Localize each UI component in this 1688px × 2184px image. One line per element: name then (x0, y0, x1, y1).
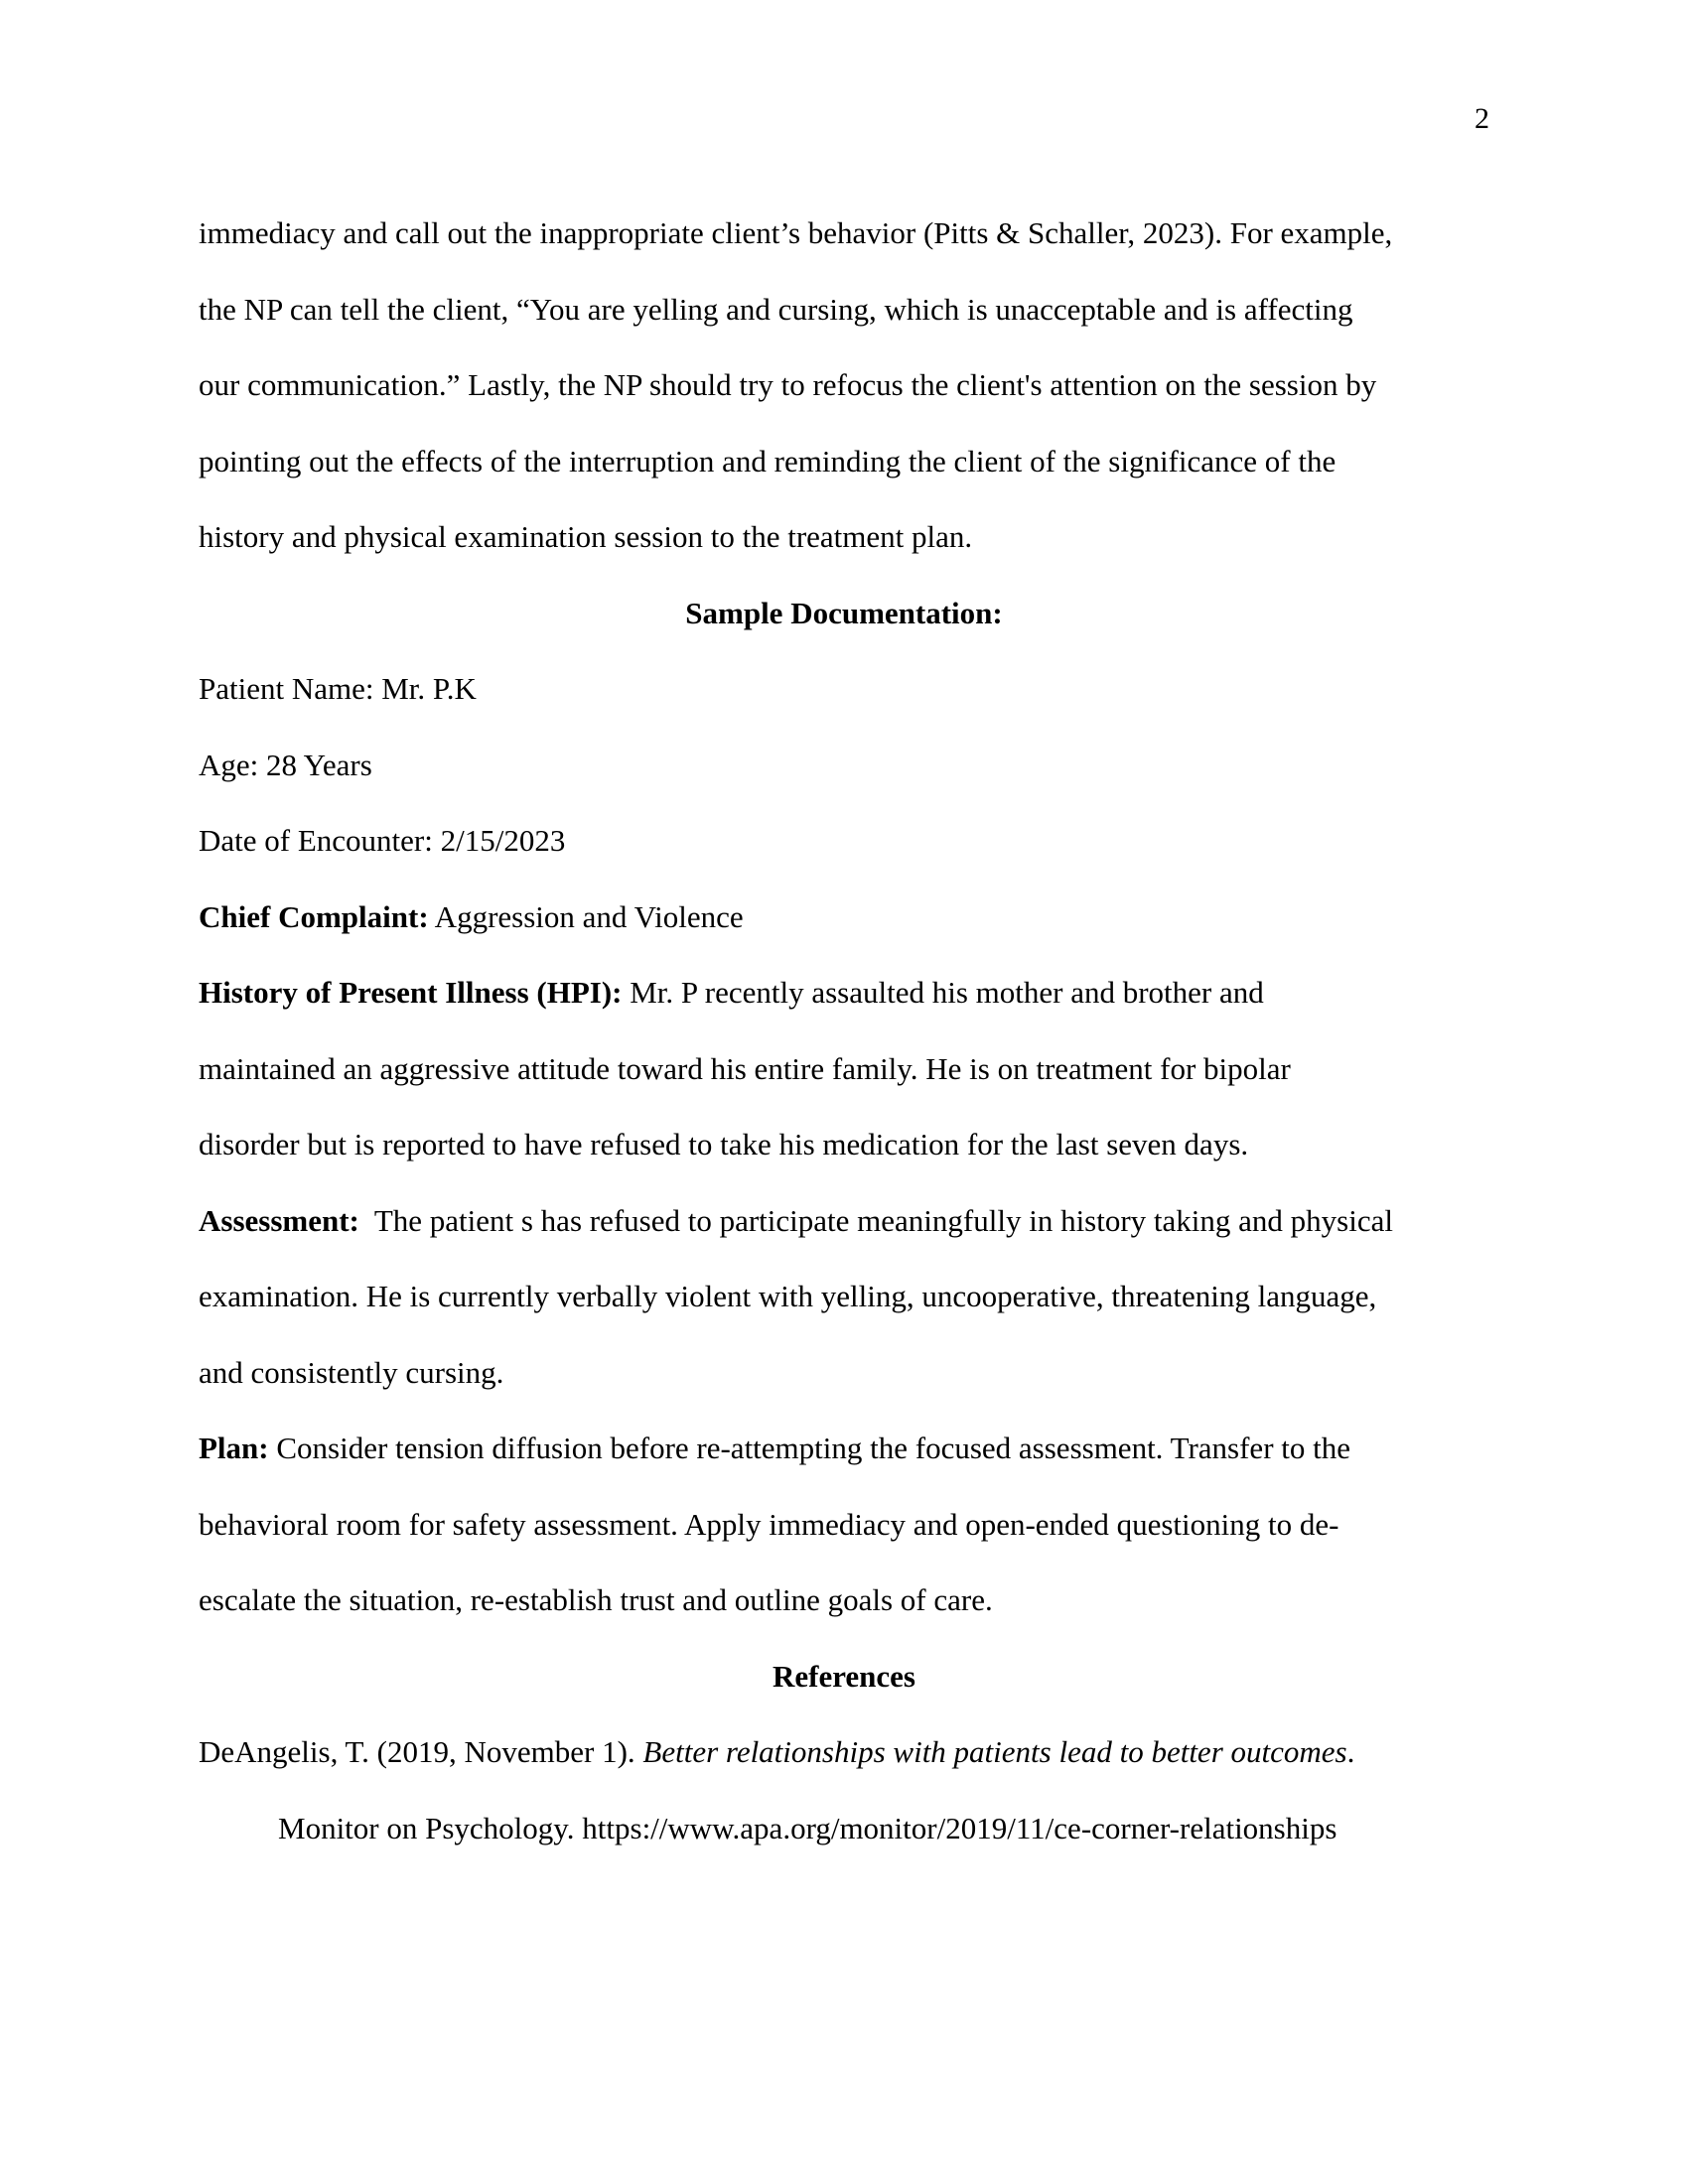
chief-complaint-label: Chief Complaint: (199, 898, 429, 934)
reference-first-line (199, 1714, 1489, 1791)
references-heading: References (772, 1658, 915, 1694)
patient-name: Patient Name: Mr. P.K (199, 671, 477, 706)
plan-first-line (199, 1411, 1489, 1487)
sample-documentation-heading: Sample Documentation: (685, 595, 1003, 630)
hpi-section (199, 955, 1489, 1183)
chief-complaint-text: Aggression and Violence (428, 898, 744, 934)
chief-complaint (199, 880, 1489, 956)
reference-author-date: DeAngelis, T. (2019, November 1). (199, 1734, 643, 1769)
assessment-text: The patient s has refused to participate meaningfully in history taking and physical (358, 1202, 1393, 1238)
plan-text: Consider tension diffusion before re-attempting the focused assessment. Transfer to the (268, 1431, 1350, 1465)
assessment-line: examination. He is currently verbally violent with yelling, uncooperative, threatening language, (199, 1279, 1377, 1313)
paragraph-line: pointing out the effects of the interruption and reminding the client of the significance of the (199, 443, 1336, 478)
assessment-line: and consistently cursing. (199, 1354, 504, 1390)
plan-label: Plan: (199, 1431, 269, 1465)
paragraph-line: immediacy and call out the inappropriate client’s behavior (Pitts & Schaller, 2023). For example, (199, 215, 1393, 250)
page-number: 2 (1475, 102, 1489, 135)
reference-entry (199, 1714, 1489, 1866)
plan-section (199, 1411, 1489, 1639)
reference-title: Better relationships with patients lead to better outcomes (642, 1734, 1347, 1769)
hpi-label: History of Present Illness (HPI): (199, 975, 623, 1010)
hpi-line: disorder but is reported to have refused to take his medication for the last seven days. (199, 1127, 1249, 1161)
assessment-section (199, 1183, 1489, 1412)
paragraph-line: our communication.” Lastly, the NP should try to refocus the client's attention on the session by (199, 367, 1377, 402)
assessment-first-line (199, 1183, 1489, 1260)
hpi-text: Mr. P recently assaulted his mother and brother and (622, 975, 1264, 1010)
document-body (199, 196, 1489, 1866)
intro-paragraph (199, 196, 1489, 576)
reference-title-end: . (1346, 1734, 1355, 1769)
hpi-first-line (199, 955, 1489, 1031)
paragraph-line: the NP can tell the client, “You are yelling and cursing, which is unacceptable and is affecting (199, 291, 1353, 327)
patient-age: Age: 28 Years (199, 747, 372, 782)
hpi-line: maintained an aggressive attitude toward his entire family. He is on treatment for bipolar (199, 1050, 1291, 1086)
paragraph-line: history and physical examination session to the treatment plan. (199, 519, 973, 554)
date-of-encounter: Date of Encounter: 2/15/2023 (199, 823, 566, 858)
plan-line: behavioral room for safety assessment. Apply immediacy and open-ended questioning to de- (199, 1506, 1339, 1542)
reference-source-line: Monitor on Psychology. https://www.apa.org/monitor/2019/11/ce-corner-relationships (278, 1810, 1337, 1845)
assessment-label: Assessment: (199, 1202, 359, 1238)
plan-line: escalate the situation, re-establish trust and outline goals of care. (199, 1582, 993, 1617)
